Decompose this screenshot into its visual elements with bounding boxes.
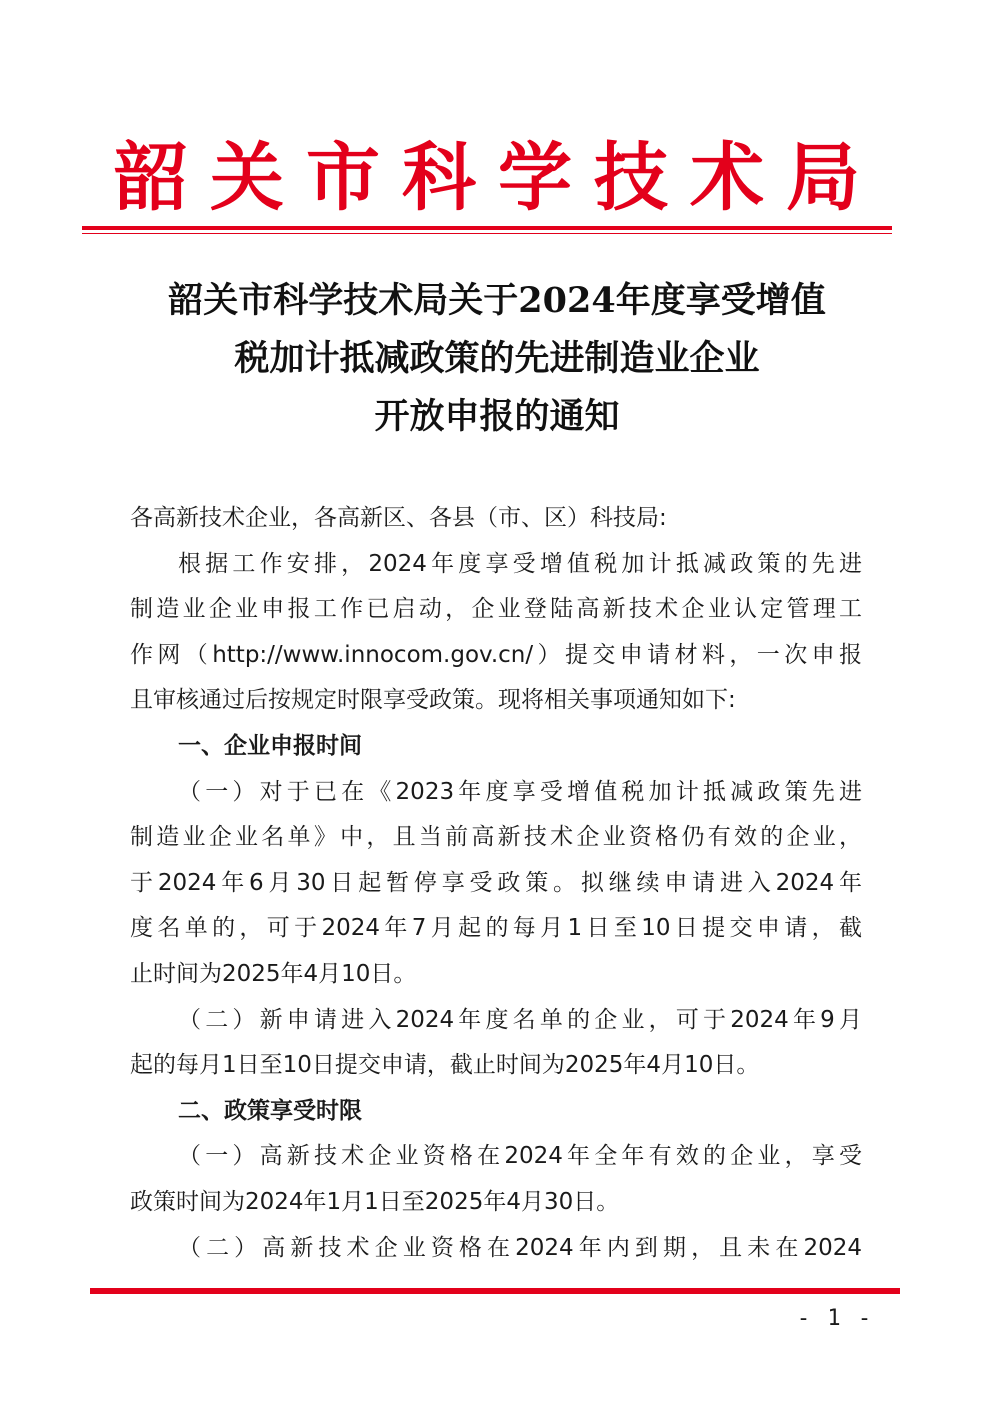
section-1-item-2-line: （二）新申请进入2024年度名单的企业，可于2024年9月 [178, 1006, 862, 1033]
document-title [82, 272, 912, 446]
section-1-heading: 一、企业申报时间 [178, 732, 362, 759]
title-line-3: 开放申报的通知 [374, 396, 620, 437]
masthead-rule-thin [82, 233, 892, 234]
section-2-item-1-line: 政策时间为2024年1月1日至2025年4月30日。 [130, 1188, 620, 1215]
section-2-heading: 二、政策享受时限 [178, 1097, 362, 1124]
intro-line: 制造业企业申报工作已启动，企业登陆高新技术企业认定管理工 [130, 596, 862, 623]
title-line-1: 韶关市科学技术局关于2024年度享受增值 [168, 280, 826, 321]
title-line-2: 税加计抵减政策的先进制造业企业 [234, 338, 760, 379]
intro-line: 且审核通过后按规定时限享受政策。现将相关事项通知如下: [130, 687, 736, 714]
intro-line: 根据工作安排，2024年度享受增值税加计抵减政策的先进 [178, 550, 862, 577]
section-1-item-1-line: （一）对于已在《2023年度享受增值税加计抵减政策先进 [178, 778, 862, 805]
section-1-item-2-line: 起的每月1日至10日提交申请，截止时间为2025年4月10日。 [130, 1052, 760, 1079]
section-1-item-1-line: 制造业企业名单》中，且当前高新技术企业资格仍有效的企业， [130, 824, 862, 851]
section-1-item-1-line: 度名单的，可于2024年7月起的每月1日至10日提交申请，截 [130, 915, 862, 942]
section-2-item-2-line: （二）高新技术企业资格在2024年内到期，且未在2024 [178, 1234, 862, 1261]
section-1-item-1-line: 于2024年6月30日起暂停享受政策。拟继续申请进入2024年 [130, 869, 862, 896]
page-number: - 1 - [796, 1306, 874, 1331]
footer-rule [90, 1288, 900, 1294]
section-2-item-1-line: （一）高新技术企业资格在2024年全年有效的企业，享受 [178, 1143, 862, 1170]
salutation: 各高新技术企业，各高新区、各县（市、区）科技局: [130, 505, 667, 531]
section-1-item-1-line: 止时间为2025年4月10日。 [130, 960, 417, 987]
masthead-rule-thick [82, 226, 892, 230]
intro-line: 作网（http://www.innocom.gov.cn/）提交申请材料，一次申报 [130, 641, 862, 668]
masthead-title: 韶关市科学技术局 [114, 135, 882, 221]
document-body [130, 496, 862, 1271]
